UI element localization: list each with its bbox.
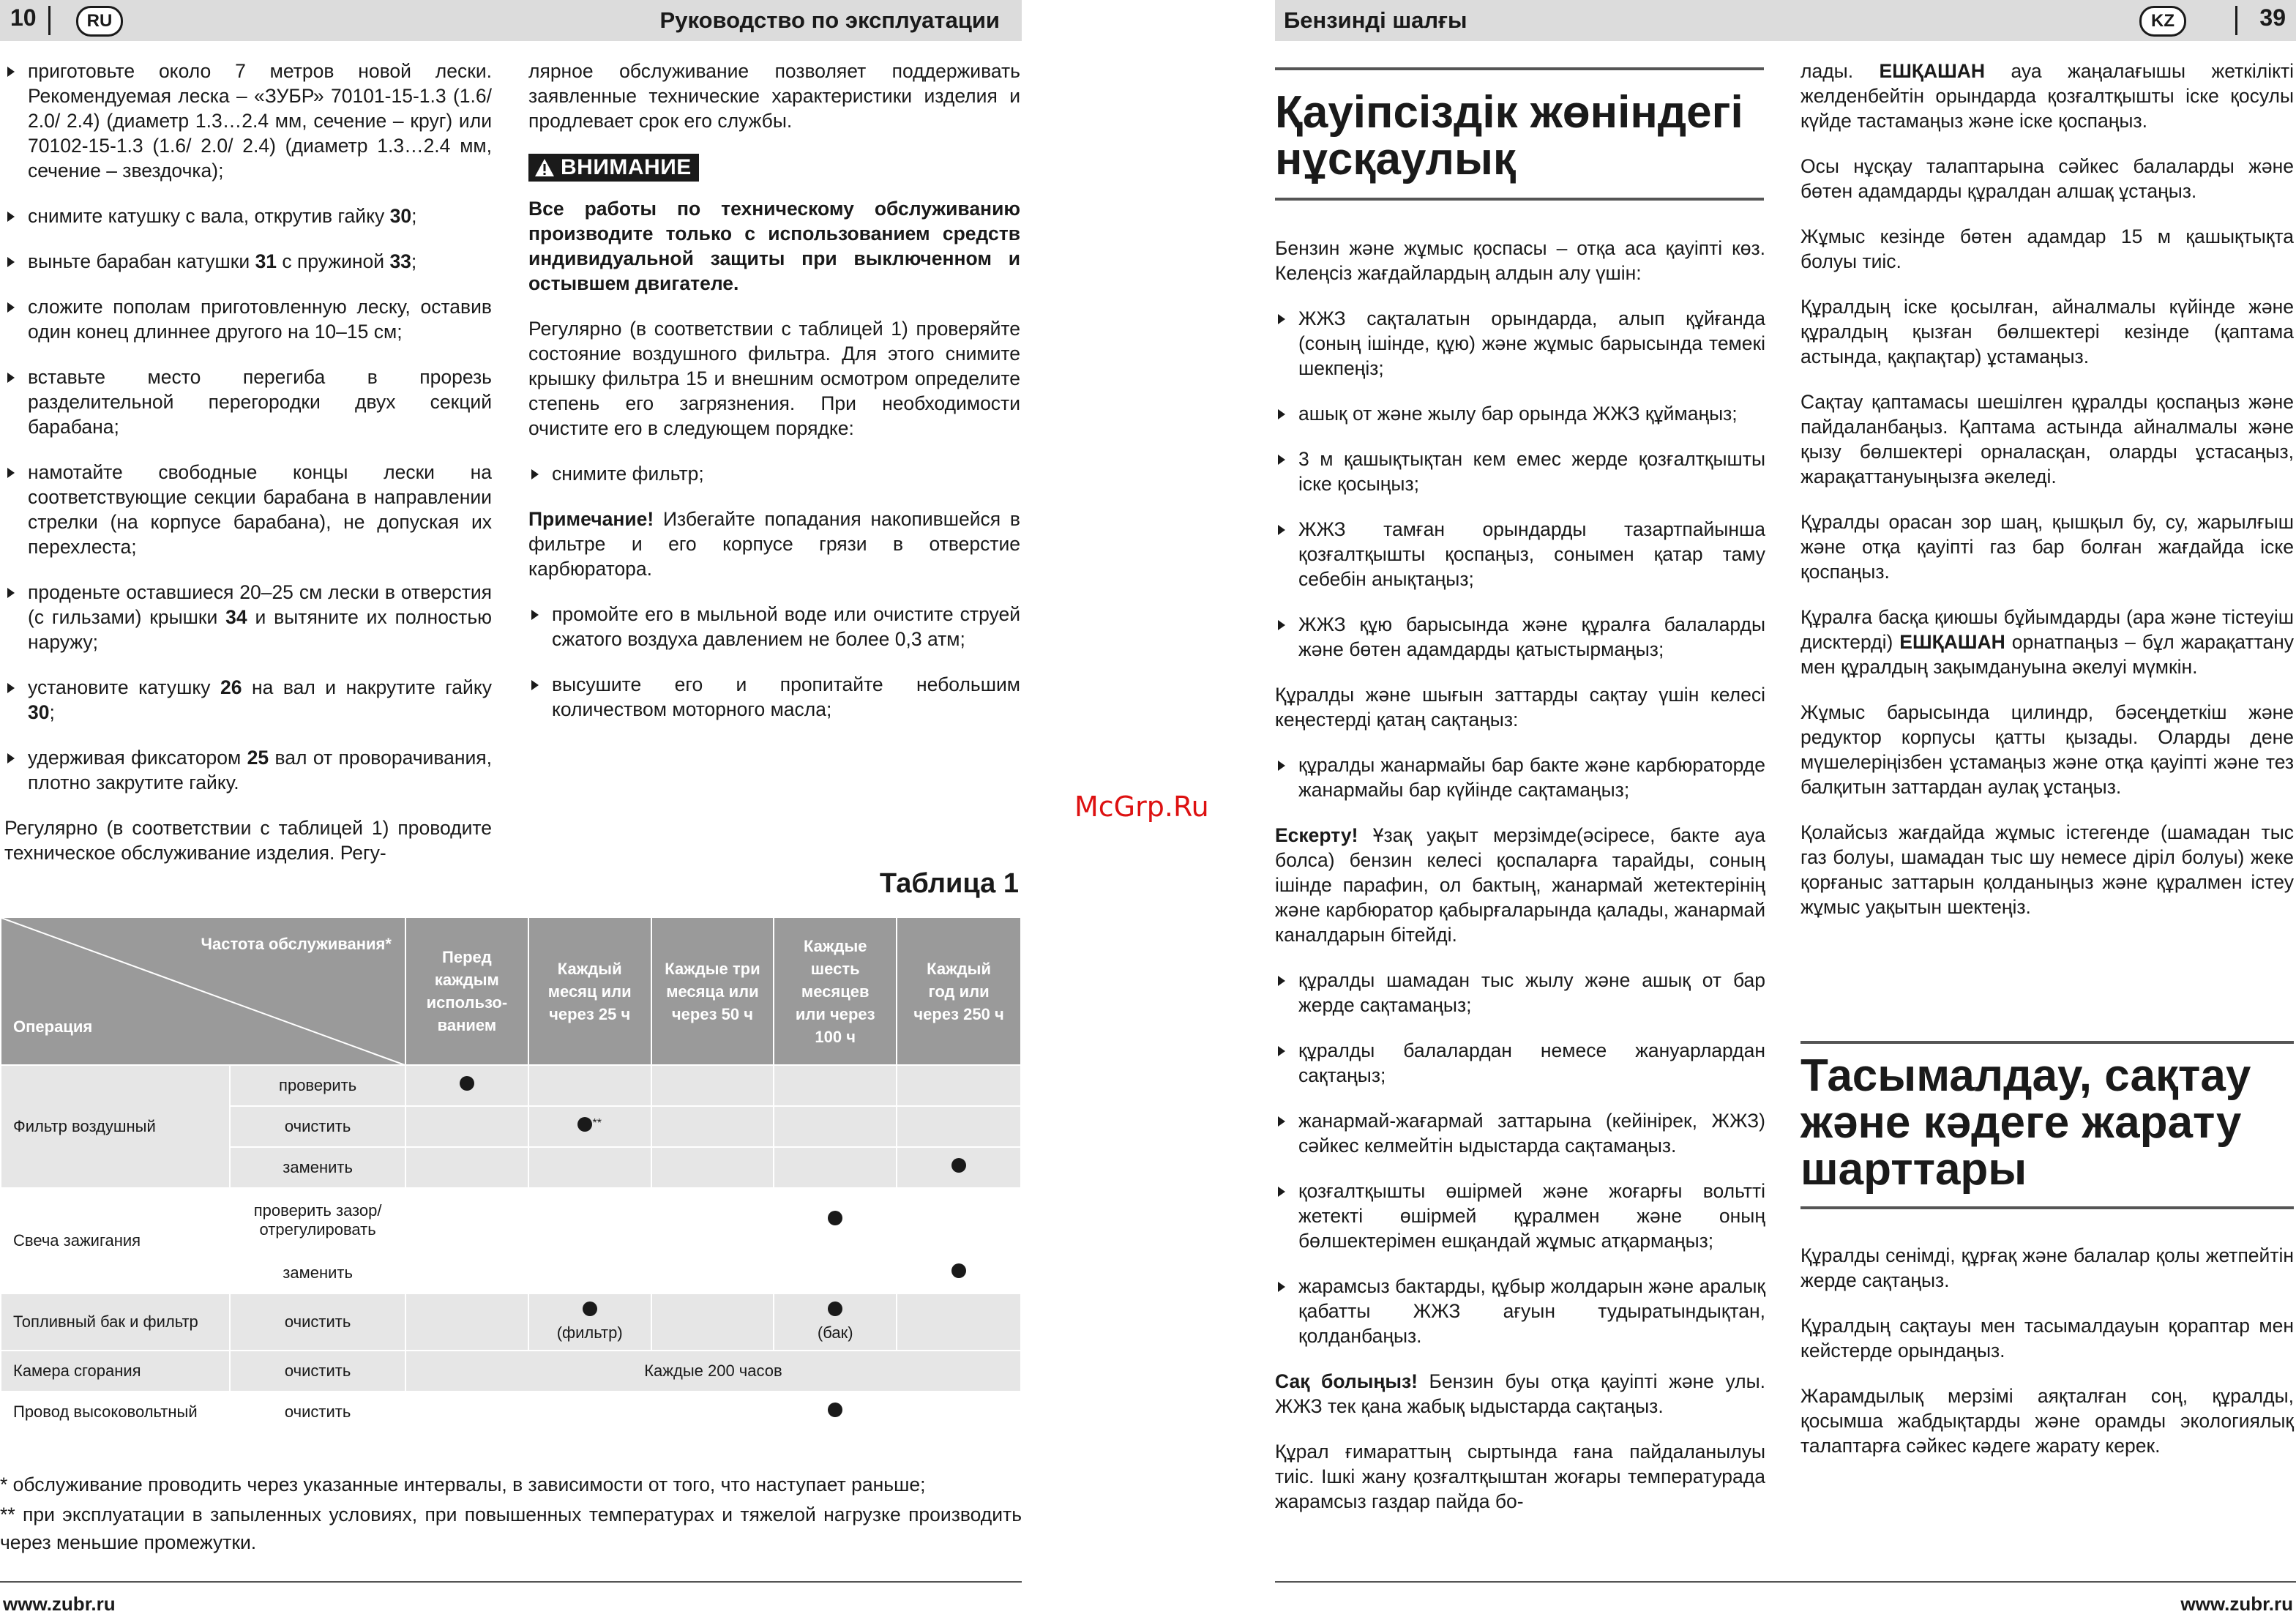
bullet-item: құралды жанармайы бар бакте және карбюраторде жанармайы бар күйінде сақтамаңыз; [1275, 753, 1765, 802]
mark-dot [460, 1076, 474, 1091]
warning-badge [528, 154, 1020, 196]
mark-note: ** [592, 1117, 602, 1129]
interval-cell [774, 1188, 897, 1252]
operation-cell: Свеча зажигания [1, 1188, 230, 1293]
interval-cell [405, 1065, 528, 1106]
paragraph: Құралдың сақтауы мен тасымалдауын қораптар мен кейстерде орындаңыз. [1800, 1315, 2294, 1362]
table-row [1, 1293, 1021, 1351]
bullet-item: удерживая фиксатором 25 вал от проворачивания, плотно закрутите гайку. [4, 745, 492, 795]
interval-cell [774, 1392, 897, 1433]
interval-cell [651, 1293, 774, 1351]
paragraph: Құралдың іске қосылған, айналмалы күйінде және құралдың қызған бөлшектері кезінде (қаптама астында, қақпақтар) ұстамаңыз. [1800, 296, 2294, 367]
paragraph: лярное обслуживание позволяет поддерживать заявленные технические характеристики изделия и продлевает срок его службы. [528, 60, 1020, 132]
col-header: Каждый месяц или через 25 ч [528, 917, 651, 1065]
interval-cell [405, 1392, 528, 1433]
interval-cell [774, 1065, 897, 1106]
mark-dot [828, 1211, 842, 1225]
interval-cell [651, 1106, 774, 1147]
interval-cell [897, 1147, 1021, 1188]
bullet-item: 3 м қашықтықтан кем емес жерде қозғалтқышты іске қосыңыз; [1275, 447, 1765, 496]
footnote-2: ** при эксплуатации в запыленных условиях, при повышенных температурах и тяжелой нагрузке производить через меньшие промежутки. [0, 1504, 1022, 1553]
paragraph: Жарамдылық мерзімі аяқталған соң, құралды, қосымша жабдықтарды және орамды экологиялық талаптарға сәйкес кәдеге жарату керек. [1800, 1385, 2294, 1457]
right-page-header [1275, 0, 2296, 41]
maintenance-table [0, 916, 1022, 1433]
action-cell: заменить [230, 1252, 405, 1293]
header-separator [48, 6, 51, 35]
bullet-item: проденьте оставшиеся 20–25 см лески в отверстия (с гильзами) крышки 34 и вытяните их полностью наружу; [4, 580, 492, 654]
action-cell: очистить [230, 1351, 405, 1392]
interval-cell [405, 1188, 528, 1252]
operation-cell: Провод высоковольтный [1, 1392, 230, 1433]
mark-dot [828, 1302, 842, 1316]
interval-cell [528, 1392, 651, 1433]
paragraph: Құралға басқа қиюшы бұйымдарды (ара және тістеуіш дисктерді) ЕШҚАШАН орнатпаңыз – бұл жарақаттану мен құралдың зақымдануына әкелуі мүмкін. [1800, 606, 2294, 678]
interval-cell [897, 1252, 1021, 1293]
interval-cell [897, 1293, 1021, 1351]
col-header: Перед каждым использо-ванием [405, 917, 528, 1065]
paragraph: Сақтау қаптамасы шешілген құралды қоспаңыз және пайдаланбаңыз. Қаптама астында айналмалы және қызу бөлшектері орналасқан, оларды ұстасаңыз, жарақаттануыңызға әкеледі. [1800, 391, 2294, 488]
interval-cell [774, 1106, 897, 1147]
interval-cell [528, 1252, 651, 1293]
bullet-item: высушите его и пропитайте небольшим количеством моторного масла; [528, 672, 1020, 722]
interval-cell [528, 1293, 651, 1351]
mark-dot [577, 1117, 592, 1132]
right-column-2 [1800, 59, 2294, 940]
bullet-item: қозғалтқышты өшірмей және жоғарғы вольтті жетекті өшірмей құралмен және оның бөлшектерімен ешқандай жұмыс атқармаңыз; [1275, 1179, 1765, 1253]
left-column-1 [4, 59, 492, 886]
interval-cell [405, 1106, 528, 1147]
section2-top-rule [1800, 1041, 2294, 1044]
paragraph: Сақ болыңыз! Бензин буы отқа қауіпті және улы. ЖЖЗ тек қана жабық ыдыстарда сақтаңыз. [1275, 1370, 1765, 1417]
bullet-item: выньте барабан катушки 31 с пружиной 33; [4, 249, 492, 274]
bullet-item: вставьте место перегиба в прорезь разделительной перегородки двух секций барабана; [4, 365, 492, 439]
left-footer-url: www.zubr.ru [3, 1593, 116, 1615]
mark-dot [828, 1403, 842, 1417]
table-row [1, 1351, 1021, 1392]
mark-caption: (бак) [817, 1323, 853, 1342]
action-cell: заменить [230, 1147, 405, 1188]
mark-dot [583, 1302, 597, 1316]
interval-cell [651, 1188, 774, 1252]
action-cell: очистить [230, 1106, 405, 1147]
action-cell: проверить [230, 1065, 405, 1106]
right-footer-rule [1275, 1581, 2296, 1583]
interval-cell [405, 1147, 528, 1188]
bullet-item: сложите пополам приготовленную леску, оставив один конец длиннее другого на 10–15 см; [4, 294, 492, 344]
table-row [1, 1392, 1021, 1433]
bullet-item: намотайте свободные концы лески на соответствующие секции барабана в направлении стрелки (на корпусе барабана), не допуская их перехлеста; [4, 460, 492, 559]
interval-cell [897, 1065, 1021, 1106]
section1-title: Қауіпсіздік жөніндегі нұсқаулық [1275, 87, 1743, 184]
paragraph: Бензин және жұмыс қоспасы – отқа аса қауіпті көз. Келеңсіз жағдайлардың алдын алу үшін: [1275, 237, 1765, 284]
paragraph: Құрал ғимараттың сыртында ғана пайдаланылуы тиіс. Ішкі жану қозғалтқыштан жоғары температурада жарамсыз газдар пайда бо- [1275, 1441, 1765, 1512]
bullet-item: ЖЖЗ құю барысында және құралға балаларды және бөтен адамдарды қатыстырмаңыз; [1275, 612, 1765, 662]
language-badge: KZ [2139, 6, 2186, 37]
bullet-item: ЖЖЗ тамған орындарды тазартпайынша қозғалтқышты қоспаңыз, сонымен қатар таму себебін анықтаңыз; [1275, 517, 1765, 591]
section1-top-rule [1275, 67, 1764, 70]
right-column-1 [1275, 236, 1765, 1534]
header-title: Бензинді шалғы [1284, 7, 1467, 33]
right-column-2-section2 [1800, 1243, 2294, 1479]
interval-cell [405, 1293, 528, 1351]
paragraph: лады. ЕШҚАШАН ауа жаңалағышы жеткіліктi желденбейтін орындарда қозғалтқышты іске қосулы күйде тастамаңыз және іске қоспаңыз. [1800, 60, 2295, 132]
paragraph: Примечание! Избегайте попадания накопившейся в фильтре и его корпусе грязи в отверстие карбюратора. [528, 508, 1020, 580]
interval-cell [528, 1188, 651, 1252]
warning-label: ВНИМАНИЕ [561, 155, 692, 179]
mark-dot [951, 1263, 966, 1278]
left-page-header [0, 0, 1022, 41]
language-badge: RU [76, 6, 123, 37]
action-cell: очистить [230, 1293, 405, 1351]
action-cell: проверить зазор/ отрегулировать [230, 1188, 405, 1252]
table-row [1, 1188, 1021, 1252]
operation-cell: Топливный бак и фильтр [1, 1293, 230, 1351]
corner-bottom-label: Операция [13, 1017, 93, 1036]
interval-cell [774, 1293, 897, 1351]
interval-cell [651, 1065, 774, 1106]
span-cell: Каждые 200 часов [405, 1351, 1021, 1392]
interval-cell [528, 1147, 651, 1188]
bullet-item: құралды шамадан тыс жылу және ашық от бар жерде сақтамаңыз; [1275, 968, 1765, 1017]
bullet-item: ЖЖЗ сақталатын орындарда, алып құйғанда (соның ішінде, құю) және жұмыс барысында темекі шекпеңіз; [1275, 306, 1765, 381]
operation-cell: Камера сгорания [1, 1351, 230, 1392]
paragraph: Құралды және шығын заттарды сақтау үшін келесі кеңестерді қатаң сақтаңыз: [1275, 684, 1765, 731]
bullet-item: снимите катушку с вала, открутив гайку 30; [4, 203, 492, 228]
action-cell: очистить [230, 1392, 405, 1433]
paragraph: Все работы по техническому обслуживанию производите только с использованием средств индивидуальной защиты при выключенном и остывшем двигателе. [528, 198, 1020, 294]
bullet-item: снимите фильтр; [528, 461, 1020, 486]
header-separator [2235, 6, 2237, 35]
bullet-item: промойте его в мыльной воде или очистите струей сжатого воздуха давлением не более 0,3 атм; [528, 602, 1020, 651]
footnote-1: * обслуживание проводить через указанные интервалы, в зависимости от того, что наступает раньше; [0, 1474, 926, 1495]
interval-cell [897, 1392, 1021, 1433]
bullet-item: установите катушку 26 на вал и накрутите гайку 30; [4, 675, 492, 725]
paragraph: Жұмыс кезінде бөтен адамдар 15 м қашықтықта болуы тиіс. [1800, 225, 2294, 272]
paragraph: Жұмыс барысында цилиндр, бәсеңдеткіш және редуктор корпусы қатты қызады. Оларды дене мүшелеріңізбен ұстамаңыз және отқа қауіпті және тез балқитын заттардан аулақ ұстаңыз. [1800, 701, 2294, 798]
corner-top-label: Частота обслуживания* [201, 935, 392, 953]
interval-cell [774, 1252, 897, 1293]
paragraph: Осы нұсқау талаптарына сәйкес балаларды және бөтен адамдарды құралдан алшақ ұстаңыз. [1800, 155, 2294, 202]
interval-cell [651, 1392, 774, 1433]
bullet-item: жанармай-жағармай заттарына (кейінірек, ЖЖЗ) сәйкес келмейтін ыдыстарда сақтамаңыз. [1275, 1108, 1765, 1158]
col-header: Каждые шесть месяцев или через 100 ч [774, 917, 897, 1065]
section2-title: Тасымалдау, сақтау және кәдеге жарату шарттары [1800, 1050, 2251, 1195]
section2-bottom-rule [1800, 1206, 2294, 1209]
header-title: Руководство по эксплуатации [659, 7, 1000, 33]
table-title: Таблица 1 [879, 868, 1019, 899]
paragraph: Құралды сенімді, құрғақ және балалар қолы жетпейтін жерде сақтаңыз. [1800, 1244, 2294, 1291]
interval-cell [774, 1147, 897, 1188]
interval-cell [405, 1252, 528, 1293]
paragraph: Ескерту! Ұзақ уақыт мерзімде(әсіресе, бакте ауа болса) бензин келесі қоспаларға тарайды, соның ішінде парафин, ол бактың, жанармай жетектерінің және карбюратор қабырғаларында қалады, жанармай каналдарын бітейді. [1275, 824, 1765, 946]
mark-dot [951, 1158, 966, 1173]
interval-cell [528, 1065, 651, 1106]
interval-cell [897, 1188, 1021, 1252]
left-footer-rule [0, 1581, 1022, 1583]
table-corner-header [1, 917, 405, 1065]
watermark: McGrp.Ru [1074, 791, 1209, 823]
bullet-item: ашық от және жылу бар орында ЖЖЗ құймаңыз; [1275, 401, 1765, 426]
bullet-item: жарамсыз бактарды, құбыр жолдарын және аралық қабатты ЖЖЗ ағуын тудыратындықтан, қолданбаңыз. [1275, 1274, 1765, 1348]
page-number: 39 [2259, 4, 2286, 31]
right-footer-url: www.zubr.ru [2180, 1593, 2293, 1615]
paragraph: Құралды орасан зор шаң, қышқыл бу, су, жарылғыш және отқа қауіпті газ бар болған жағдайда іске қоспаңыз. [1800, 511, 2294, 583]
interval-cell [651, 1252, 774, 1293]
paragraph: Регулярно (в соответствии с таблицей 1) проводите техническое обслуживание изделия. Регу- [4, 817, 492, 864]
left-column-2 [528, 59, 1020, 742]
paragraph: Қолайсыз жағдайда жұмыс істегенде (шамадан тыс газ болуы, шамадан тыс шу немесе діріл болуы) жеке қорғаныс заттарын қолданыңыз және құралмен істеу жұмыс уақытын шектеңіз. [1800, 821, 2294, 918]
interval-cell [528, 1106, 651, 1147]
operation-cell: Фильтр воздушный [1, 1065, 230, 1188]
col-header: Каждые три месяца или через 50 ч [651, 917, 774, 1065]
bullet-item: приготовьте около 7 метров новой лески. Рекомендуемая леска – «ЗУБР» 70101-15-1.3 (1.6/ 2.0/ 2.4) (диаметр 1.3…2.4 мм, сечение – круг) или 70102-15-1.3 (1.6/ 2.0/ 2.4) (диаметр 1.3…2.4 мм, сечение – звездочка); [4, 59, 492, 183]
col-header: Каждый год или через 250 ч [897, 917, 1021, 1065]
mark-caption: (фильтр) [556, 1323, 623, 1342]
table-row [1, 1065, 1021, 1106]
section1-bottom-rule [1275, 198, 1764, 201]
bullet-item: құралды балалардан немесе жануарлардан сақтаңыз; [1275, 1038, 1765, 1088]
interval-cell [651, 1147, 774, 1188]
paragraph: Регулярно (в соответствии с таблицей 1) проверяйте состояние воздушного фильтра. Для этого снимите крышку фильтра 15 и внешним осмотром определите степень его загрязнения. При необходимости очистите его в следующем порядке: [528, 318, 1020, 439]
interval-cell [897, 1106, 1021, 1147]
page-number: 10 [10, 4, 37, 31]
